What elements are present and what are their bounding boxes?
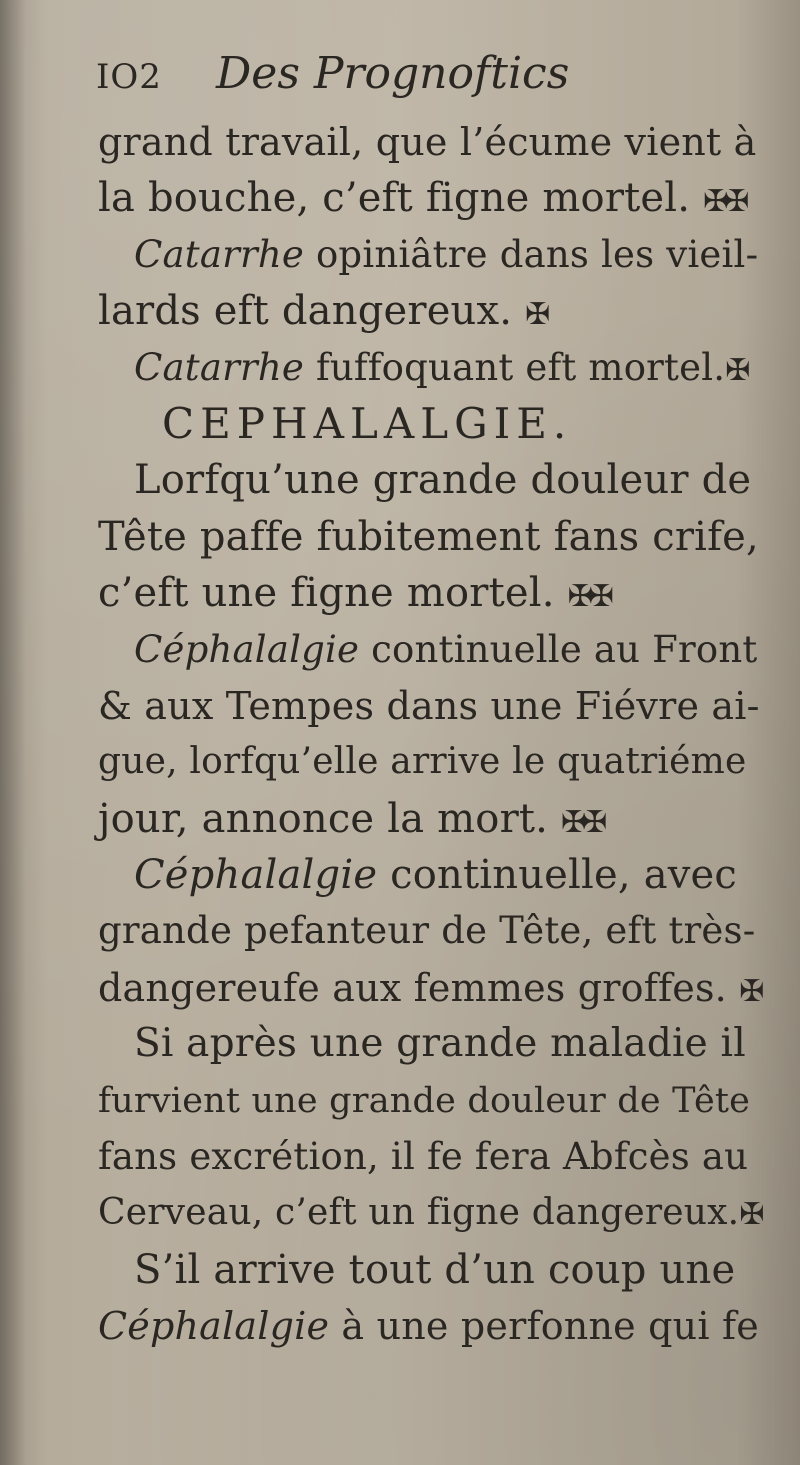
running-title: Des Prognoftics <box>216 48 570 99</box>
text-line: Si après une grande maladie il <box>134 1021 746 1067</box>
running-head <box>96 48 740 108</box>
text-line: gue, lorfqu’elle arrive le quatriéme <box>98 741 747 783</box>
text-line: Cerveau, c’eft un figne dangereux.✠ <box>98 1192 761 1234</box>
text-line: Catarrhe fuffoquant eft mortel.✠ <box>134 345 747 389</box>
page-number: IO2 <box>96 57 162 97</box>
text-line: grand travail, que l’écume vient à <box>98 120 757 164</box>
text-line: Céphalalgie à une perfonne qui fe <box>98 1304 759 1349</box>
text-line: & aux Tempes dans une Fiévre ai- <box>98 683 760 728</box>
text-line: grande pefanteur de Tête, eft très- <box>98 909 756 953</box>
text-line: S’il arrive tout d’un coup une <box>134 1246 736 1293</box>
fleuron-ornament: ✠ <box>725 352 747 388</box>
text-line: la bouche, c’eft figne mortel. ✠✠ <box>98 175 746 222</box>
fleuron-ornament: ✠✠ <box>561 804 604 840</box>
fleuron-ornament: ✠ <box>739 1197 761 1233</box>
text-line: fans excrétion, il fe fera Abfcès au <box>98 1135 749 1179</box>
text-line: lards eft dangereux. ✠ <box>98 288 547 335</box>
text-line: furvient une grande douleur de Tête <box>98 1080 751 1121</box>
fleuron-ornament: ✠✠ <box>567 579 610 615</box>
fleuron-ornament: ✠ <box>525 297 547 333</box>
text-line: Céphalalgie continuelle, avec <box>134 852 738 899</box>
text-line: Céphalalgie continuelle au Front <box>134 627 758 671</box>
text-line: jour, annonce la mort. ✠✠ <box>98 795 604 842</box>
text-line: Tête paffe fubitement fans crife, <box>98 513 759 560</box>
text-line: c’eft une figne mortel. ✠✠ <box>98 570 610 617</box>
fleuron-ornament: ✠ <box>739 973 761 1009</box>
fleuron-ornament: ✠✠ <box>703 184 746 220</box>
text-line: Lorfqu’une grande douleur de <box>134 457 752 504</box>
section-heading: CEPHALALGIE. <box>162 398 573 448</box>
text-line: dangereufe aux femmes groffes. ✠ <box>98 965 761 1010</box>
text-line: Catarrhe opiniâtre dans les vieil- <box>134 232 759 276</box>
body-text <box>98 114 760 1355</box>
